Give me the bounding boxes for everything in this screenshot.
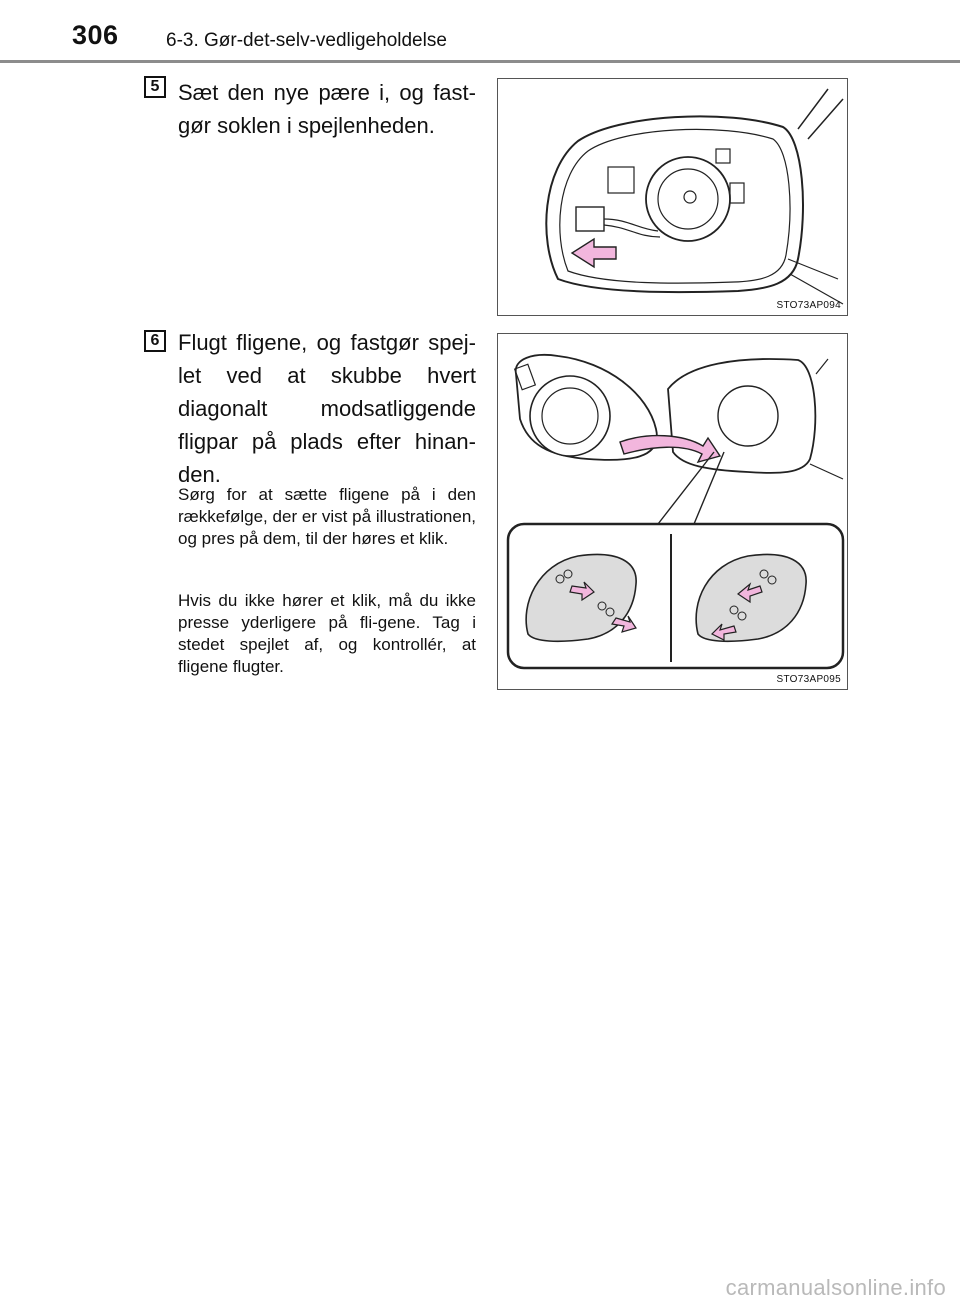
mirror-attach-illustration — [498, 334, 846, 688]
step-5-badge: 5 — [144, 76, 166, 98]
step-6-badge: 6 — [144, 330, 166, 352]
illustration-step-5 — [497, 78, 848, 316]
page-header — [0, 0, 960, 62]
insert-arrow — [572, 239, 616, 267]
step-6-text: Flugt fligene, og fastgør spej-let ved at skubbe hvert diagonalt modsatliggende fligpar på plads efter hinan-den. — [178, 330, 476, 487]
figure-code: STO73AP094 — [776, 300, 841, 311]
mirror-bulb-illustration — [498, 79, 846, 314]
figure-code: STO73AP095 — [776, 674, 841, 685]
header-divider — [0, 60, 960, 63]
step-5-text: Sæt den nye pære i, og fast-gør soklen i spejlenheden. — [178, 80, 476, 138]
illustration-step-6 — [497, 333, 848, 690]
step-6-note-2: Hvis du ikke hører et klik, må du ikke presse yderligere på fli-gene. Tag i stedet spejlet af, og kontrollér, at fligene flugter. — [178, 591, 476, 676]
page-number: 306 — [72, 20, 119, 50]
section-title: 6-3. Gør-det-selv-vedligeholdelse — [166, 30, 447, 51]
step-6-note-1: Sørg for at sætte fligene på i den rækkefølge, der er vist på illustrationen, og pres på dem, til der høres et klik. — [178, 485, 476, 548]
watermark: carmanualsonline.info — [725, 1275, 946, 1300]
